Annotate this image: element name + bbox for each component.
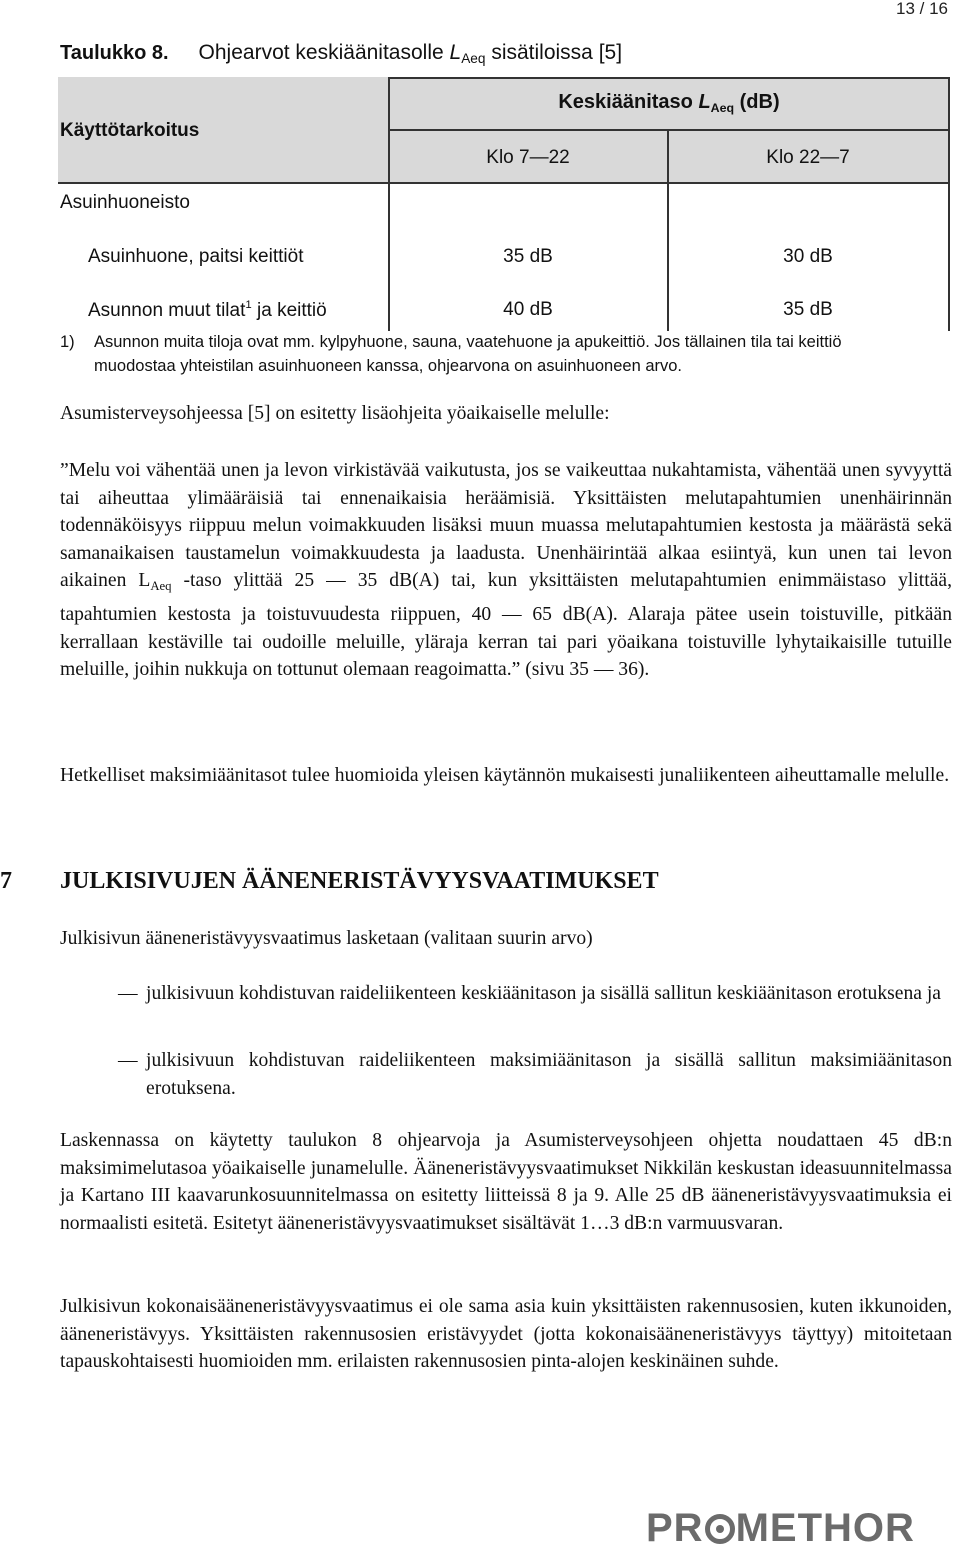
footnote-number: 1) [60,333,75,351]
row1-day: 35 dB [503,246,553,267]
table-border-top [388,77,950,79]
row2-label-text: Asunnon muut tilat [88,300,246,321]
group-header-after: (dB) [734,91,780,113]
col-header-usage: Käyttötarkoitus [60,120,200,141]
section-title: JULKISIVUJEN ÄÄNENERISTÄVYYSVAATIMUKSET [60,868,659,894]
row1-label: Asuinhuone, paitsi keittiöt [88,246,304,267]
row2-label-after: ja keittiö [251,300,327,321]
caption-text [199,41,623,64]
row2-night: 35 dB [783,299,833,320]
table-border-left [388,77,390,331]
table-footnote [60,330,952,378]
intro-paragraph: Asumisterveysohjeessa [5] on esitetty lisäohjeita yöaikaiselle melulle: [60,403,610,424]
section-number: 7 [0,868,12,894]
page-number: 13 / 16 [896,0,948,18]
caption-label: Taulukko 8. [60,42,169,64]
quote-sub: Aeq [150,579,172,594]
bullet-item-1 [60,980,952,1036]
caption-text-after: sisätiloissa [5] [485,41,623,64]
bullet-text-1: julkisivuun kohdistuvan raideliikenteen keskiäänitason ja sisällä sallitun keskiäänitason erotuksena ja [146,983,941,1004]
group-header-sub: Aeq [710,101,735,115]
row2-day: 40 dB [503,299,553,320]
footnote-line2: muodostaa yhteistilan asuinhuoneen kanssa, ohjearvona on asuinhuoneen arvo. [94,357,683,375]
col-header-night: Klo 22—7 [766,147,850,168]
logo-text-after: METHOR [735,1506,915,1550]
quote-paragraph [60,457,952,684]
bullet-text-2: julkisivuun kohdistuvan raideliikenteen maksimiäänitason ja sisällä sallitun maksimiäänitason erotuksena. [146,1050,952,1099]
col-group-header [388,91,950,115]
max-level-paragraph: Hetkelliset maksimiäänitasot tulee huomioida yleisen käytännön mukaisesti junaliikenteen aiheuttamalle melulle. [60,765,950,786]
calc-paragraph: Julkisivun ääneneristävyysvaatimus lasketaan (valitaan suurin arvo) [60,928,593,949]
bullet-dash-2: — [118,1050,138,1071]
logo-o-mark [705,1514,735,1544]
row2-label [88,299,327,322]
total-insulation-paragraph: Julkisivun kokonaisääneneristävyysvaatimus ei ole sama asia kuin yksittäisten rakennusosien, kuten ikkunoiden, ääneneristävyys. Yksittäisten rakennusosien eristävyydet (jotta kokonaisääneneristävyys täyttyy) mitoitetaan tapauskohtaisesti huomioiden mm. erilaisten rakennusosien pinta-alojen keskinäinen suhde. [60,1296,952,1373]
row1-night: 30 dB [783,246,833,267]
logo-text-before: PR [646,1506,704,1550]
calculation-paragraph: Laskennassa on käytetty taulukon 8 ohjearvoja ja Asumisterveysohjeen ohjetta noudattaen 45 dB:n maksimimelutasoa yöaikaiselle junamelulle. Ääneneristävyysvaatimukset Nikkilän keskustan ideasuunnitelmassa ja Kartano III kaavarunkosuunnitelmassa on esitetty liitteissä 8 ja 9. Alle 25 dB ääneneristävyysvaatimuksia ei normaalisti esitetä. Esitetyt ääneneristävyysvaatimukset sisältävät 1…3 dB:n varmuusvaran. [60,1130,952,1234]
group-header-L: L [698,91,711,113]
row2-footnote-ref: 1 [245,299,252,311]
bullet-item-2 [60,1047,952,1103]
caption-text-before: Ohjearvot keskiäänitasolle [198,41,450,64]
table-caption [60,38,622,73]
col-header-day: Klo 7—22 [486,147,570,168]
bullet-dash-1: — [118,983,138,1004]
quote-part1: ”Melu voi vähentää unen ja levon virkistävää vaikutusta, jos se vaikeuttaa nukahtamista, vähentää unen syvyyttä tai aiheuttaa ylimääräisiä tai ennenaikaisia heräämisiä. Yksittäisten melutapahtumien unenhäirinnän todennäköisyys riippuu melun voimakkuuden lisäksi muun muassa melutapahtumien kestosta ja määrästä sekä samanaikaisen taustamelun voimakkuudesta ja laadusta. Unenhäirintää alkaa esiintyä, kun unen tai levon aikainen L [60,460,952,592]
quote-part2: -taso ylittää 25 — 35 dB(A) tai, kun yksittäisten melutapahtumien enimmäistaso ylittää, tapahtumien kestosta ja toistuvuudesta riippuen, 40 — 65 dB(A). Alaraja pätee usein toistuville, pitkään kerrallaan kestäville tai oudoille meluille, yläraja kerran tai pari yöaikana toistuville lyhytaikaisille tutuille meluille, joihin nukkuja on tottunut olemaan reagoimatta.” (sivu 35 — 36). [60,570,952,681]
promethor-logo [646,1506,915,1551]
table-border-mid [388,129,950,131]
table-border-right [948,77,950,331]
caption-L: L [449,41,462,64]
table-border-header [58,182,950,184]
footnote-line1: Asunnon muita tiloja ovat mm. kylpyhuone, sauna, vaatehuone ja apukeittiö. Jos tällainen tila tai keittiö [94,333,842,351]
guideline-table [58,77,950,331]
caption-sub: Aeq [461,51,486,66]
table-section-label: Asuinhuoneisto [60,192,190,213]
group-header-before: Keskiäänitaso [558,91,699,113]
